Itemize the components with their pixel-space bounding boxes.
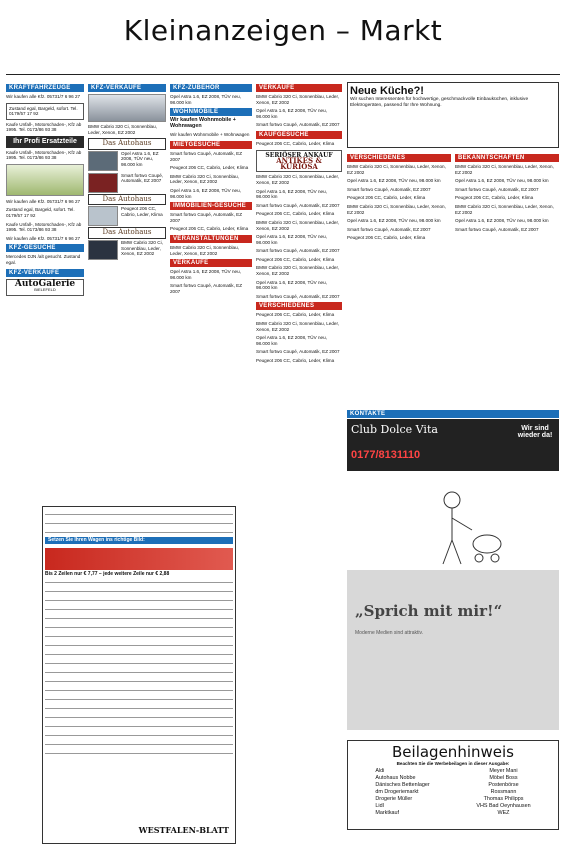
inserts-list-right xyxy=(476,768,530,817)
ad-text: Smart fortwo Coupé, Automatik, EZ 2007 xyxy=(170,150,242,162)
ad-text: Opel Astra 1.6, EZ 2008, TÜV neu, 98.000 km xyxy=(256,108,327,119)
ad-text: Peugeot 206 CC, Cabrio, Leder, Klima xyxy=(256,358,335,363)
campaign-headline: „Sprich mit mir!“ xyxy=(355,602,503,620)
ad-text: Kaufe Unfall-, Motorschaden-, Kfz ab 1995. Tel. 0173/86 93 38 xyxy=(6,221,82,233)
brand-logo: WESTFALEN-BLATT xyxy=(138,825,229,835)
section-header-bekanntschaften: BEKANNTSCHAFTEN xyxy=(455,154,559,162)
ad-text: BMW Cabrio 320 Ci, Sonnenblau, Leder, Xenon, EZ 2002 xyxy=(256,219,339,231)
column-3 xyxy=(170,82,252,502)
ad-text: BMW Cabrio 320 Ci, Sonnenblau, Leder, Xenon, EZ 2002 xyxy=(170,173,239,185)
ad-text: Peugeot 206 CC, Cabrio, Leder, Klima xyxy=(347,195,426,201)
inserts-title: Beilagenhinweis xyxy=(392,743,514,761)
section-header-kontakte: KONTAKTE xyxy=(347,410,559,418)
ad-text: Zustand egal, Bargeld, sofort. Tel. 0179/57 17 92 xyxy=(6,103,84,120)
ad-text: Wir kaufen Wohnmobile + Wohnwagen xyxy=(170,132,250,138)
section-header-veranstaltungen: VERANSTALTUNGEN xyxy=(170,235,252,243)
ad-text: Opel Astra 1.6, EZ 2008, TÜV neu, 98.000 km xyxy=(121,150,159,167)
car-image xyxy=(88,94,166,122)
insert-item: Autohaus Nobbe xyxy=(375,775,416,781)
insert-item: Rossmann xyxy=(490,789,517,795)
ad-text: Smart fortwo Coupé, Automatik, EZ 2007 xyxy=(455,226,539,232)
ad-text: BMW Cabrio 320 Ci, Sonnenblau, Leder, Xenon, EZ 2002 xyxy=(121,239,163,257)
section-header-verkaeufe: VERKÄUFE xyxy=(170,259,252,267)
ad-text: BMW Cabrio 320 Ci, Sonnenblau, Leder, Xenon, EZ 2002 xyxy=(347,203,446,215)
car-thumbnail xyxy=(88,173,118,193)
ad-text: Opel Astra 1.6, EZ 2008, TÜV neu, 98.000 km xyxy=(256,279,327,291)
ad-text: Smart fortwo Coupé, Automatik, EZ 2007 xyxy=(256,248,340,254)
ad-text: Wir kaufen alle Kfz. 05731/7 6 96 27 xyxy=(6,198,81,204)
ad-text: Opel Astra 1.6, EZ 2008, TÜV neu, 98.000 km xyxy=(256,188,327,200)
ad-text: Peugeot 206 CC, Cabrio, Leder, Klima xyxy=(121,206,163,217)
ad-text: Kaufe Unfall-, Motorschaden-, Kfz ab 1995. Tel. 0173/86 93 38 xyxy=(6,121,82,133)
section-header-kfz: KRAFTFAHRZEUGE xyxy=(6,84,84,92)
insert-item: Möbel Boss xyxy=(489,775,518,781)
ad-text: Smart fortwo Coupé, Automatik, EZ 2007 xyxy=(121,172,164,184)
club-name: Club Dolce Vita xyxy=(351,423,438,436)
ad-text: Opel Astra 1.6, EZ 2008, TÜV neu, 98.000 km xyxy=(347,218,441,224)
sketch-illustration xyxy=(347,478,559,566)
ad-text: Opel Astra 1.6, EZ 2008, TÜV neu, 98.000 km xyxy=(455,218,549,224)
campaign-subline: Moderne Medien sind attraktiv. xyxy=(355,630,423,636)
antiques-ad xyxy=(256,150,342,173)
ad-text: Peugeot 206 CC, Cabrio, Leder, Klima xyxy=(170,226,249,232)
section-header-verkaeufe: VERKÄUFE xyxy=(256,84,342,92)
ad-text: BMW Cabrio 320 Ci, Sonnenblau, Leder, Xenon, EZ 2002 xyxy=(170,244,239,256)
dealer-logo: Das Autohaus xyxy=(88,227,166,239)
section-header-kfz-gesuche: KFZ-GESUCHE xyxy=(6,244,84,252)
column-2 xyxy=(88,82,166,502)
ad-text: Peugeot 206 CC, Cabrio, Leder, Klima xyxy=(256,312,335,318)
ad-text: Opel Astra 1.6, EZ 2008, TÜV neu, 98.000 km xyxy=(170,94,241,105)
insert-item: WEZ xyxy=(497,810,510,816)
insert-item: Dänisches Bettenlager xyxy=(375,782,430,788)
car-thumbnail xyxy=(88,206,118,226)
car-thumbnail xyxy=(88,151,118,171)
car-promo-image xyxy=(45,548,233,570)
kitchen-ad-title: Neue Küche?! xyxy=(350,85,424,97)
ad-text: BMW Cabrio 320 Ci, Sonnenblau, Leder, Xenon, EZ 2002 xyxy=(256,265,339,277)
ad-text: Mercedes DJN /alt gesucht. Zustand egal. xyxy=(6,254,81,265)
section-header-mietgesuche: MIETGESUCHE xyxy=(170,141,252,149)
insert-item: VHS Bad Oeynhausen xyxy=(476,803,531,809)
ad-text: Peugeot 206 CC, Cabrio, Leder, Klima xyxy=(256,140,335,146)
ad-text: Smart fortwo Coupé, Automatik, EZ 2007 xyxy=(347,226,431,232)
column-4 xyxy=(256,82,342,822)
ad-text: Kaufe Unfall-, Motorschaden-, Kfz ab 1995. Tel. 0173/86 93 38 xyxy=(6,149,82,161)
dealer-logo: Das Autohaus xyxy=(88,194,166,206)
section-header-kfz-verkaeufe: KFZ-VERKÄUFE xyxy=(88,84,166,92)
campaign-ad xyxy=(347,570,559,730)
ad-text: Smart fortwo Coupé, Automatik, EZ 2007 xyxy=(170,283,242,294)
club-slogan: Wir sind wieder da! xyxy=(517,425,553,439)
ad-text: Opel Astra 1.6, EZ 2008, TÜV neu, 98.000 km xyxy=(455,178,549,184)
ad-text: Smart fortwo Coupé, Automatik, EZ 2007 xyxy=(170,212,242,223)
ad-text: Smart fortwo Coupé, Automatik, EZ 2007 xyxy=(256,293,340,299)
order-form xyxy=(42,506,236,844)
section-header-kfz-zubehoer: KFZ-ZUBEHÖR xyxy=(170,84,252,92)
ad-text: Wir kaufen Wohnmobile + Wohnwagen xyxy=(170,117,236,129)
form-price: Bis 2 Zeilen nur € 7,77 – jede weitere Zeile nur € 2,88 xyxy=(45,571,170,577)
ad-text: Smart fortwo Coupé, Automatik, EZ 2007 xyxy=(256,122,340,128)
inserts-box xyxy=(347,740,559,830)
ad-text: Peugeot 206 CC, Cabrio, Leder, Klima xyxy=(347,235,426,241)
ad-text: Opel Astra 1.6, EZ 2008, TÜV neu, 98.000 km xyxy=(170,187,241,199)
ad-text: BMW Cabrio 320 Ci, Sonnenblau, Leder, Xenon, EZ 2002 xyxy=(455,203,554,215)
dealer-logo: Ihr Profi Ersatzteile xyxy=(6,136,84,148)
ad-text: BMW Cabrio 320 Ci, Sonnenblau, Leder, Xenon, EZ 2002 xyxy=(256,174,339,185)
ad-text: Smart fortwo Coupé, Automatik, EZ 2007 xyxy=(256,202,340,208)
autogalerie-city: BIELEFELD xyxy=(34,287,56,293)
ad-text: Wir kaufen alle Kfz. 05731/7 6 96 27 xyxy=(6,235,81,241)
section-header-verschiedenes: VERSCHIEDENES xyxy=(347,154,451,162)
ad-text: BMW Cabrio 320 Ci, Sonnenblau, Leder, Xenon, EZ 2002 xyxy=(256,94,339,105)
ad-text: BMW Cabrio 320 Ci, Sonnenblau, Leder, Xenon, EZ 2002 xyxy=(347,164,446,175)
kitchen-ad-text: Wir suchen Interessenten für hochwertige, geschmackvolle Einbauküchen, inklusive Elektrogeräten, passend für Ihre Wohnung. xyxy=(350,97,529,108)
ad-text: Opel Astra 1.6, EZ 2008, TÜV neu, 98.000 km xyxy=(256,234,327,245)
insert-item: Thomas Philipps xyxy=(483,796,524,802)
column-1 xyxy=(6,82,84,502)
column-5a xyxy=(347,152,451,414)
insert-item: Drogerie Müller xyxy=(375,796,413,802)
page-title: Kleinanzeigen – Markt xyxy=(123,14,443,47)
inserts-subtitle: Beachten Sie die Werbebeilagen in dieser Ausgabe: xyxy=(396,761,510,766)
title-rule xyxy=(6,74,560,75)
form-title: Setzen Sie Ihren Wagen ins richtige Bild: xyxy=(45,537,233,544)
ad-text: Peugeot 206 CC, Cabrio, Leder, Klima xyxy=(256,256,335,262)
autogalerie-ad xyxy=(6,279,84,296)
club-phone: 0177/8131110 xyxy=(351,449,421,461)
insert-item: Marktkauf xyxy=(375,810,400,816)
insert-item: dm Drogeriemarkt xyxy=(375,789,419,795)
car-thumbnail xyxy=(88,240,118,260)
insert-item: Aldi xyxy=(375,768,385,774)
ad-text: Smart fortwo Coupé, Automatik, EZ 2007 xyxy=(347,186,431,192)
ad-text: BMW Cabrio 320 Ci, Sonnenblau, Leder, Xenon, EZ 2002 xyxy=(88,124,157,135)
club-ad xyxy=(347,419,559,471)
ad-text: Smart fortwo Coupé, Automatik, EZ 2007 xyxy=(455,186,539,192)
kitchen-ad xyxy=(347,82,559,148)
insert-item: Postenbörse xyxy=(488,782,519,788)
ad-text: Peugeot 206 CC, Cabrio, Leder, Klima xyxy=(455,195,534,201)
bicycle-image xyxy=(6,164,84,196)
dealer-logo: Das Autohaus xyxy=(88,138,166,150)
autogalerie-logo: AutoGalerie xyxy=(14,278,76,289)
ad-text: Wir kaufen alle Kfz. 05731/7 6 96 27 xyxy=(6,94,81,99)
section-header-kfz-verkaeufe: KFZ-VERKÄUFE xyxy=(6,269,84,277)
ad-text: Peugeot 206 CC, Cabrio, Leder, Klima xyxy=(256,211,335,217)
ad-text: Opel Astra 1.6, EZ 2008, TÜV neu, 98.000 km xyxy=(170,269,241,280)
section-header-immobilien: IMMOBILIEN-GESUCHE xyxy=(170,202,252,210)
ad-text: Opel Astra 1.6, EZ 2008, TÜV neu, 98.000 km xyxy=(347,178,441,184)
antiques-title: ANTIKES & KURIOSA xyxy=(276,156,322,171)
ad-text: BMW Cabrio 320 Ci, Sonnenblau, Leder, Xenon, EZ 2002 xyxy=(256,321,339,332)
column-5b xyxy=(455,152,559,414)
ad-text: Peugeot 206 CC, Cabrio, Leder, Klima xyxy=(170,165,249,171)
section-header-kaufgesuche: KAUFGESUCHE xyxy=(256,131,342,139)
ad-text: Smart fortwo Coupé, Automatik, EZ 2007 xyxy=(256,349,340,355)
ad-text: Opel Astra 1.6, EZ 2008, TÜV neu, 98.000 km xyxy=(256,335,327,346)
inserts-list-left xyxy=(375,768,429,817)
ad-text: Zustand egal, Bargeld, sofort. Tel. 0179/57 17 92 xyxy=(6,207,75,218)
insert-item: Meyer Mani xyxy=(489,768,518,774)
antiques-headline: SERIÖSER ANKAUF xyxy=(265,151,333,159)
ad-text: BMW Cabrio 320 Ci, Sonnenblau, Leder, Xenon, EZ 2002 xyxy=(455,164,554,175)
insert-item: Lidl xyxy=(375,803,384,809)
section-header-wohnmobile: WOHNMOBILE xyxy=(170,108,252,116)
section-header-verschiedenes: VERSCHIEDENES xyxy=(256,302,342,310)
